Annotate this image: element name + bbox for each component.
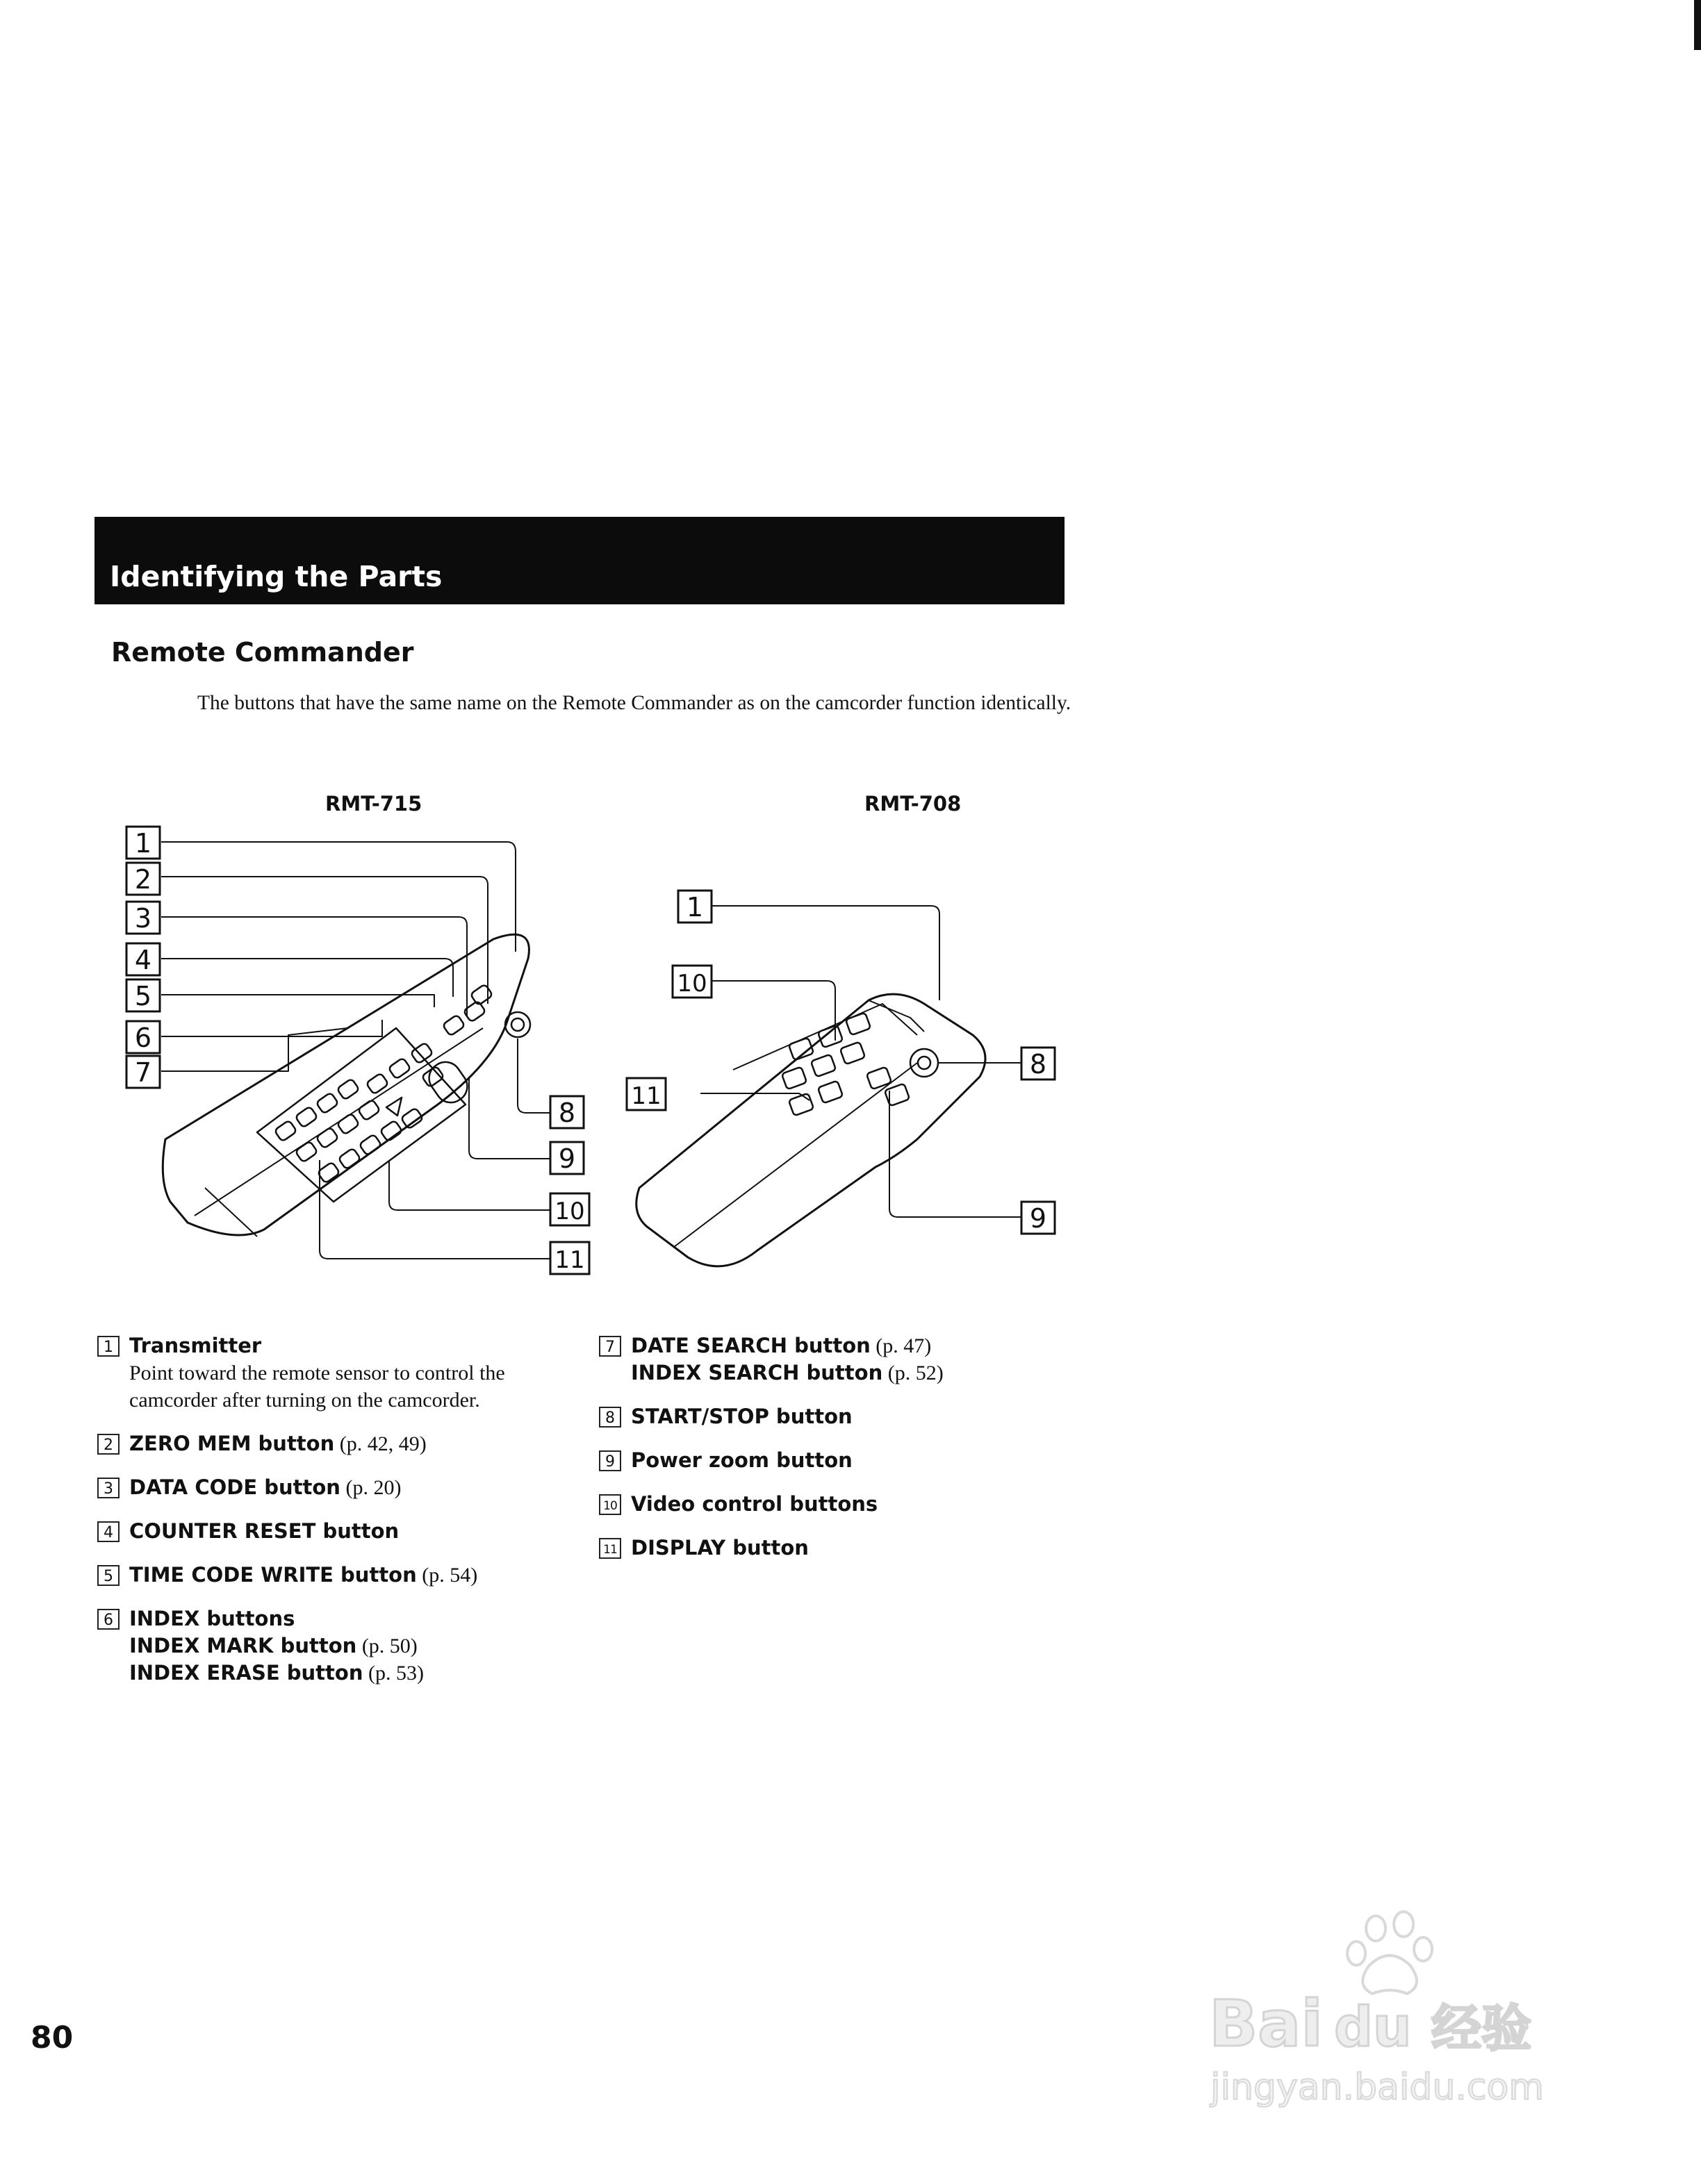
- part-description: Point toward the remote sensor to control the camcorder after turning on the camcorder.: [129, 1362, 505, 1412]
- svg-text:经验: 经验: [1431, 1999, 1532, 2058]
- rmt-708-illustration: [618, 861, 1077, 1292]
- remote-body: [163, 934, 529, 1235]
- svg-text:11: 11: [631, 1082, 662, 1110]
- svg-text:6: 6: [134, 1023, 152, 1053]
- svg-text:du: du: [1334, 1996, 1412, 2059]
- part-label: ZERO MEM button: [129, 1432, 335, 1455]
- page-ref: (p. 52): [887, 1362, 944, 1384]
- svg-text:7: 7: [134, 1057, 152, 1088]
- part-item-8: [599, 1403, 1058, 1430]
- svg-text:1: 1: [686, 892, 704, 923]
- part-item-6: [97, 1605, 570, 1687]
- part-label: START/STOP button: [631, 1405, 853, 1428]
- svg-text:3: 3: [134, 903, 152, 934]
- callout-10: [673, 966, 712, 998]
- page-ref: (p. 50): [361, 1635, 418, 1657]
- page-edge-mark: [1694, 0, 1701, 50]
- part-item-11: [599, 1534, 1058, 1562]
- part-label: Transmitter: [129, 1334, 262, 1357]
- callout-leaders: [700, 906, 1021, 1217]
- svg-text:10: 10: [554, 1198, 585, 1225]
- section-title: Identifying the Parts: [110, 560, 443, 593]
- sub-part-label: INDEX MARK button: [129, 1634, 357, 1657]
- svg-text:8: 8: [558, 1098, 576, 1128]
- part-number-box: 4: [97, 1521, 120, 1542]
- model-label-rmt-715: RMT-715: [325, 792, 422, 816]
- svg-text:jingyan.baidu.com: jingyan.baidu.com: [1210, 2067, 1544, 2108]
- svg-text:11: 11: [554, 1246, 585, 1274]
- part-item-10: [599, 1491, 1058, 1518]
- parts-list-left: [97, 1332, 570, 1703]
- sub-part-label: INDEX SEARCH button: [631, 1361, 883, 1384]
- callout-7: [126, 1056, 160, 1088]
- svg-text:8: 8: [1029, 1049, 1047, 1079]
- baidu-watermark-logo: [1202, 1903, 1591, 2112]
- callout-boxes: [126, 827, 589, 1274]
- callout-8: [1021, 1048, 1055, 1079]
- part-number-box: 7: [599, 1336, 621, 1357]
- rmt-715-illustration: [118, 813, 605, 1299]
- page-ref: (p. 20): [345, 1476, 402, 1499]
- part-number-box: 6: [97, 1609, 120, 1630]
- page-number: 80: [31, 2020, 74, 2055]
- part-number-box: 9: [599, 1450, 621, 1471]
- part-label: DISPLAY button: [631, 1536, 809, 1560]
- part-item-5: [97, 1562, 570, 1589]
- part-item-4: [97, 1518, 570, 1545]
- part-number-box: 5: [97, 1565, 120, 1586]
- callout-5: [126, 979, 160, 1011]
- page-ref: (p. 42, 49): [339, 1432, 427, 1455]
- section-banner: [94, 517, 1065, 604]
- page-ref: (p. 53): [368, 1662, 424, 1685]
- callout-8: [550, 1096, 584, 1128]
- part-item-2: [97, 1430, 570, 1457]
- part-label: Power zoom button: [631, 1448, 853, 1472]
- part-number-box: 3: [97, 1478, 120, 1498]
- callout-1: [126, 827, 160, 859]
- callout-2: [126, 863, 160, 895]
- part-label: COUNTER RESET button: [129, 1519, 400, 1543]
- subsection-title: Remote Commander: [111, 637, 414, 668]
- callout-9: [550, 1142, 584, 1174]
- part-item-3: [97, 1474, 570, 1501]
- part-number-box: 8: [599, 1407, 621, 1428]
- callout-11: [627, 1078, 666, 1110]
- svg-text:10: 10: [677, 970, 707, 998]
- keypad-buttons: [274, 984, 530, 1183]
- model-label-rmt-708: RMT-708: [864, 792, 962, 816]
- part-number-box: 2: [97, 1434, 120, 1455]
- svg-text:1: 1: [134, 828, 152, 859]
- parts-list-right: [599, 1332, 1058, 1578]
- part-item-1: [97, 1332, 570, 1414]
- callout-6: [126, 1021, 160, 1053]
- svg-text:9: 9: [1029, 1203, 1047, 1234]
- sub-part-label: INDEX ERASE button: [129, 1661, 363, 1685]
- part-label: Video control buttons: [631, 1492, 878, 1516]
- part-label: INDEX buttons: [129, 1607, 295, 1630]
- callout-11: [550, 1242, 589, 1274]
- page-ref: (p. 54): [422, 1564, 478, 1587]
- part-label: TIME CODE WRITE button: [129, 1563, 417, 1587]
- part-label: DATE SEARCH button: [631, 1334, 871, 1357]
- callout-9: [1021, 1202, 1055, 1234]
- svg-text:5: 5: [134, 981, 152, 1011]
- callout-1: [678, 891, 712, 923]
- part-item-9: [599, 1447, 1058, 1474]
- part-number-box: 10: [599, 1494, 621, 1515]
- svg-text:2: 2: [134, 864, 152, 895]
- svg-text:9: 9: [558, 1143, 576, 1174]
- part-number-box: 1: [97, 1336, 120, 1357]
- callout-4: [126, 943, 160, 975]
- part-number-box: 11: [599, 1538, 621, 1559]
- svg-text:Bai: Bai: [1209, 1987, 1323, 2061]
- page-ref: (p. 47): [876, 1334, 932, 1357]
- callout-10: [550, 1193, 589, 1225]
- intro-text: The buttons that have the same name on the Remote Commander as on the camcorder function identically.: [197, 692, 1071, 714]
- part-label: DATA CODE button: [129, 1475, 340, 1499]
- callout-3: [126, 902, 160, 934]
- svg-text:4: 4: [134, 945, 152, 975]
- part-item-7: [599, 1332, 1058, 1387]
